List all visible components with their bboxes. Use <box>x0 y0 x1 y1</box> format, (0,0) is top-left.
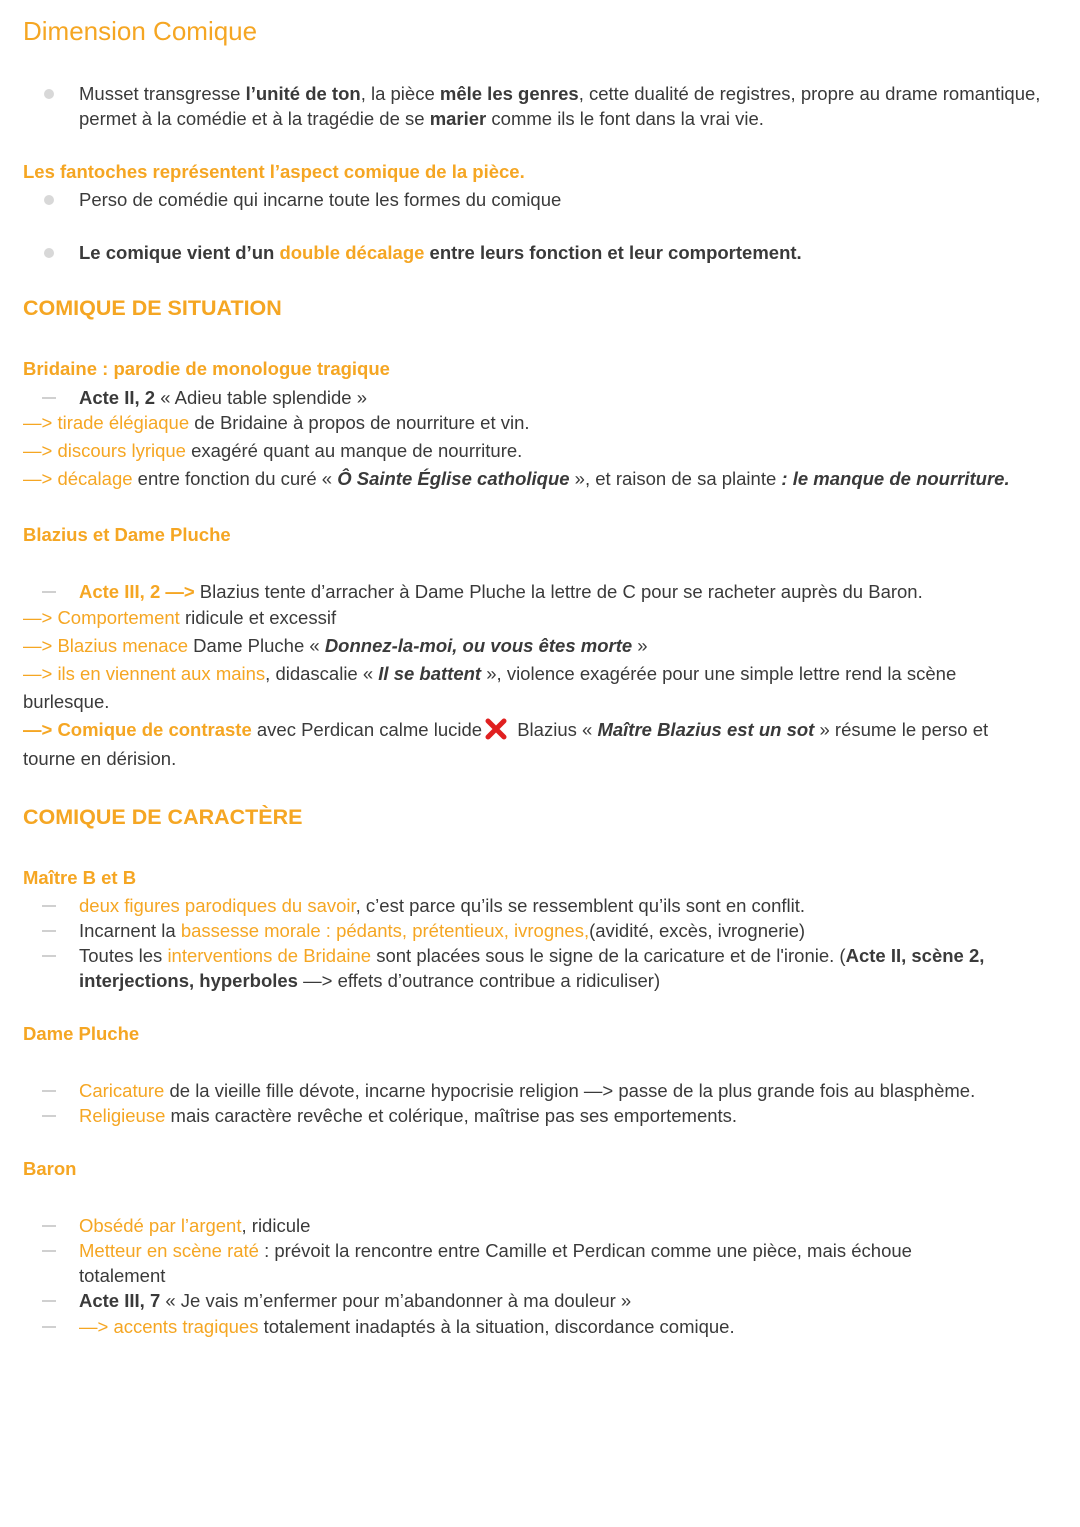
bridaine-act: Acte II, 2 « Adieu table splendide » <box>79 387 367 408</box>
pluche-item-2: Religieuse mais caractère revêche et colérique, maîtrise pas ses emportements. <box>79 1105 738 1126</box>
pluche-heading: Dame Pluche <box>23 1023 140 1044</box>
maitres-item-1: deux figures parodiques du savoir, c’est parce qu’ils se ressemblent qu’ils sont en conflit. <box>79 895 806 916</box>
maitres-item-3: Toutes les interventions de Bridaine sont placées sous le signe de la caricature et de l'ironie. (Acte II, scène 2, interjections, hyperboles —> effets d’outrance contribue a ridiculiser) <box>79 945 985 991</box>
dash-marker <box>42 591 56 593</box>
dash-marker <box>42 1300 56 1302</box>
blazius-line-2: —> Blazius menace Dame Pluche « Donnez-la-moi, ou vous êtes morte » <box>23 635 648 656</box>
baron-item-1: Obsédé par l’argent, ridicule <box>79 1215 311 1236</box>
dash-marker <box>42 905 56 907</box>
intro-text: Musset transgresse l’unité de ton, la pièce mêle les genres, cette dualité de registres, propre au drame romantique, permet à la comédie et à la tragédie de se marier comme ils le font dans la vrai vie. <box>79 83 1041 129</box>
blazius-line-3-cont: burlesque. <box>23 691 110 712</box>
situation-heading: COMIQUE DE SITUATION <box>23 296 282 320</box>
caractere-heading: COMIQUE DE CARACTÈRE <box>23 805 303 829</box>
blazius-heading: Blazius et Dame Pluche <box>23 524 231 545</box>
dash-marker <box>42 930 56 932</box>
blazius-act: Acte III, 2 —> Blazius tente d’arracher à Dame Pluche la lettre de C pour se racheter auprès du Baron. <box>79 581 923 602</box>
bridaine-line-3: —> décalage entre fonction du curé « Ô Sainte Église catholique », et raison de sa plainte : le manque de nourriture. <box>23 468 1010 489</box>
maitres-heading: Maître B et B <box>23 867 137 888</box>
blazius-line-4: —> Comique de contraste avec Perdican calme lucide Blazius « Maître Blazius est un sot » résume le perso et <box>23 719 989 740</box>
blazius-line-3: —> ils en viennent aux mains, didascalie « Il se battent », violence exagérée pour une simple lettre rend la scène <box>23 663 957 684</box>
fantoches-heading: Les fantoches représentent l’aspect comique de la pièce. <box>23 161 525 182</box>
blazius-line-4-cont: tourne en dérision. <box>23 748 177 769</box>
dash-marker <box>42 1090 56 1092</box>
dash-marker <box>42 1326 56 1328</box>
blazius-line-1: —> Comportement ridicule et excessif <box>23 607 337 628</box>
dash-marker <box>42 397 56 399</box>
baron-item-3: Acte III, 7 « Je vais m’enfermer pour m’abandonner à ma douleur » <box>79 1290 632 1311</box>
red-cross-icon <box>484 717 508 741</box>
fantoches-item-1: Perso de comédie qui incarne toute les formes du comique <box>79 189 562 210</box>
baron-item-2: Metteur en scène raté : prévoit la rencontre entre Camille et Perdican comme une pièce, mais échoue totalement <box>79 1240 912 1286</box>
bullet-dot <box>44 89 54 99</box>
dash-marker <box>42 1115 56 1117</box>
baron-item-4: —> accents tragiques totalement inadaptés à la situation, discordance comique. <box>79 1316 735 1337</box>
dash-marker <box>42 955 56 957</box>
dash-marker <box>42 1250 56 1252</box>
dash-marker <box>42 1225 56 1227</box>
maitres-item-2: Incarnent la bassesse morale : pédants, prétentieux, ivrognes,(avidité, excès, ivrognerie) <box>79 920 806 941</box>
baron-heading: Baron <box>23 1158 77 1179</box>
bullet-dot <box>44 248 54 258</box>
fantoches-item-2: Le comique vient d’un double décalage entre leurs fonction et leur comportement. <box>79 242 802 263</box>
bridaine-line-1: —> tirade élégiaque de Bridaine à propos de nourriture et vin. <box>23 412 530 433</box>
bridaine-line-2: —> discours lyrique exagéré quant au manque de nourriture. <box>23 440 523 461</box>
bridaine-heading: Bridaine : parodie de monologue tragique <box>23 358 390 379</box>
page-title: Dimension Comique <box>23 16 258 46</box>
bullet-dot <box>44 195 54 205</box>
pluche-item-1: Caricature de la vieille fille dévote, incarne hypocrisie religion —> passe de la plus grande fois au blasphème. <box>79 1080 976 1101</box>
